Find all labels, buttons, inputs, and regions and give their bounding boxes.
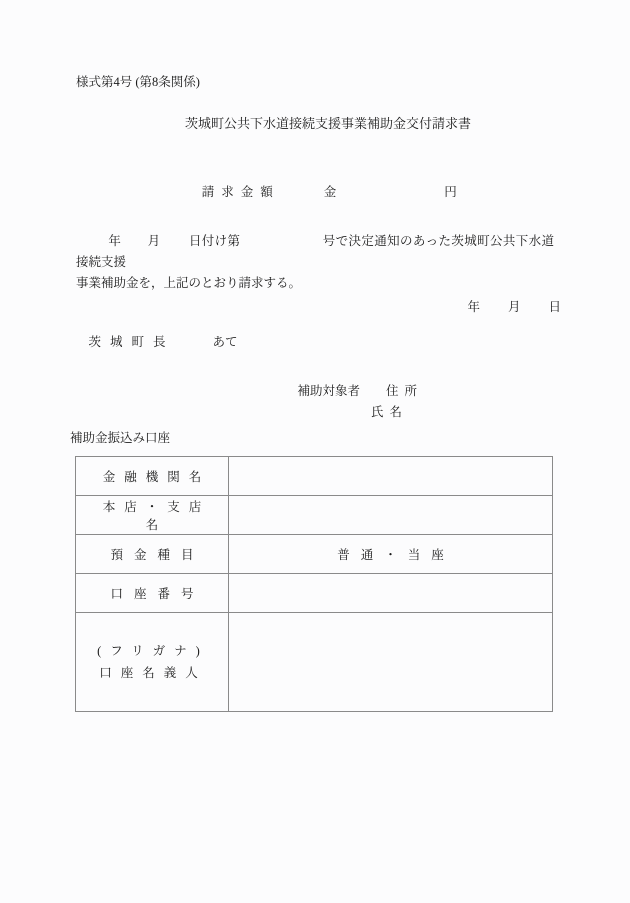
financial-institution-label: 金融機関名 <box>102 470 211 484</box>
claim-amount-label: 請求金額 <box>201 184 280 199</box>
table-row <box>76 613 553 712</box>
addressee-line <box>76 323 238 361</box>
applicant-block <box>285 360 423 444</box>
table-row-label <box>76 613 229 712</box>
table-row <box>76 457 553 496</box>
form-number: 様式第4号 (第8条関係) <box>76 75 200 89</box>
applicant-heading: 補助対象者 <box>297 384 361 398</box>
deposit-type-label: 預金種目 <box>110 548 205 562</box>
addressee-suffix: あて <box>212 334 238 349</box>
body-month-label: 月 <box>147 234 161 248</box>
deposit-type-value[interactable] <box>229 535 553 574</box>
branch-name-value[interactable] <box>229 496 553 535</box>
deposit-type-options: 普通・当座 <box>337 548 455 562</box>
table-row-label <box>76 457 229 496</box>
bank-table-caption: 補助金振込み口座 <box>70 431 171 445</box>
body-paragraph <box>76 231 554 294</box>
date-day-label: 日 <box>548 299 562 314</box>
body-day-label: 日付け第 <box>188 234 241 248</box>
page-title: 茨城町公共下水道接続支援事業補助金交付請求書 <box>184 116 471 131</box>
account-number-label: 口座番号 <box>110 587 205 601</box>
account-holder-label: 口座名義人 <box>99 666 207 680</box>
table-row-label <box>76 574 229 613</box>
claim-amount-line <box>0 173 630 211</box>
branch-name-label: 本店・支店名 <box>102 500 211 532</box>
account-number-value[interactable] <box>229 574 553 613</box>
body-number-label: 号で決定通知のあった茨城町公共下水道接続支援 <box>76 234 554 269</box>
table-row <box>76 496 553 535</box>
bank-account-table <box>75 456 553 712</box>
table-row-label <box>76 535 229 574</box>
table-row-label <box>76 496 229 535</box>
financial-institution-value[interactable] <box>229 457 553 496</box>
body-line-2: 事業補助金を，上記のとおり請求する。 <box>76 276 302 290</box>
account-holder-value[interactable] <box>229 613 553 712</box>
claim-amount-currency-marker: 金 <box>323 184 337 199</box>
claim-amount-unit: 円 <box>444 184 457 199</box>
body-year-label: 年 <box>108 234 122 248</box>
account-holder-kana-label: (フリガナ) <box>97 644 209 658</box>
date-year-label: 年 <box>467 299 481 314</box>
table-row <box>76 574 553 613</box>
applicant-address-label: 住所 <box>386 384 424 398</box>
date-month-label: 月 <box>508 299 521 314</box>
date-line <box>455 288 561 326</box>
addressee-name: 茨城町長 <box>88 334 175 349</box>
applicant-name-label: 氏名 <box>371 405 409 419</box>
table-row <box>76 535 553 574</box>
